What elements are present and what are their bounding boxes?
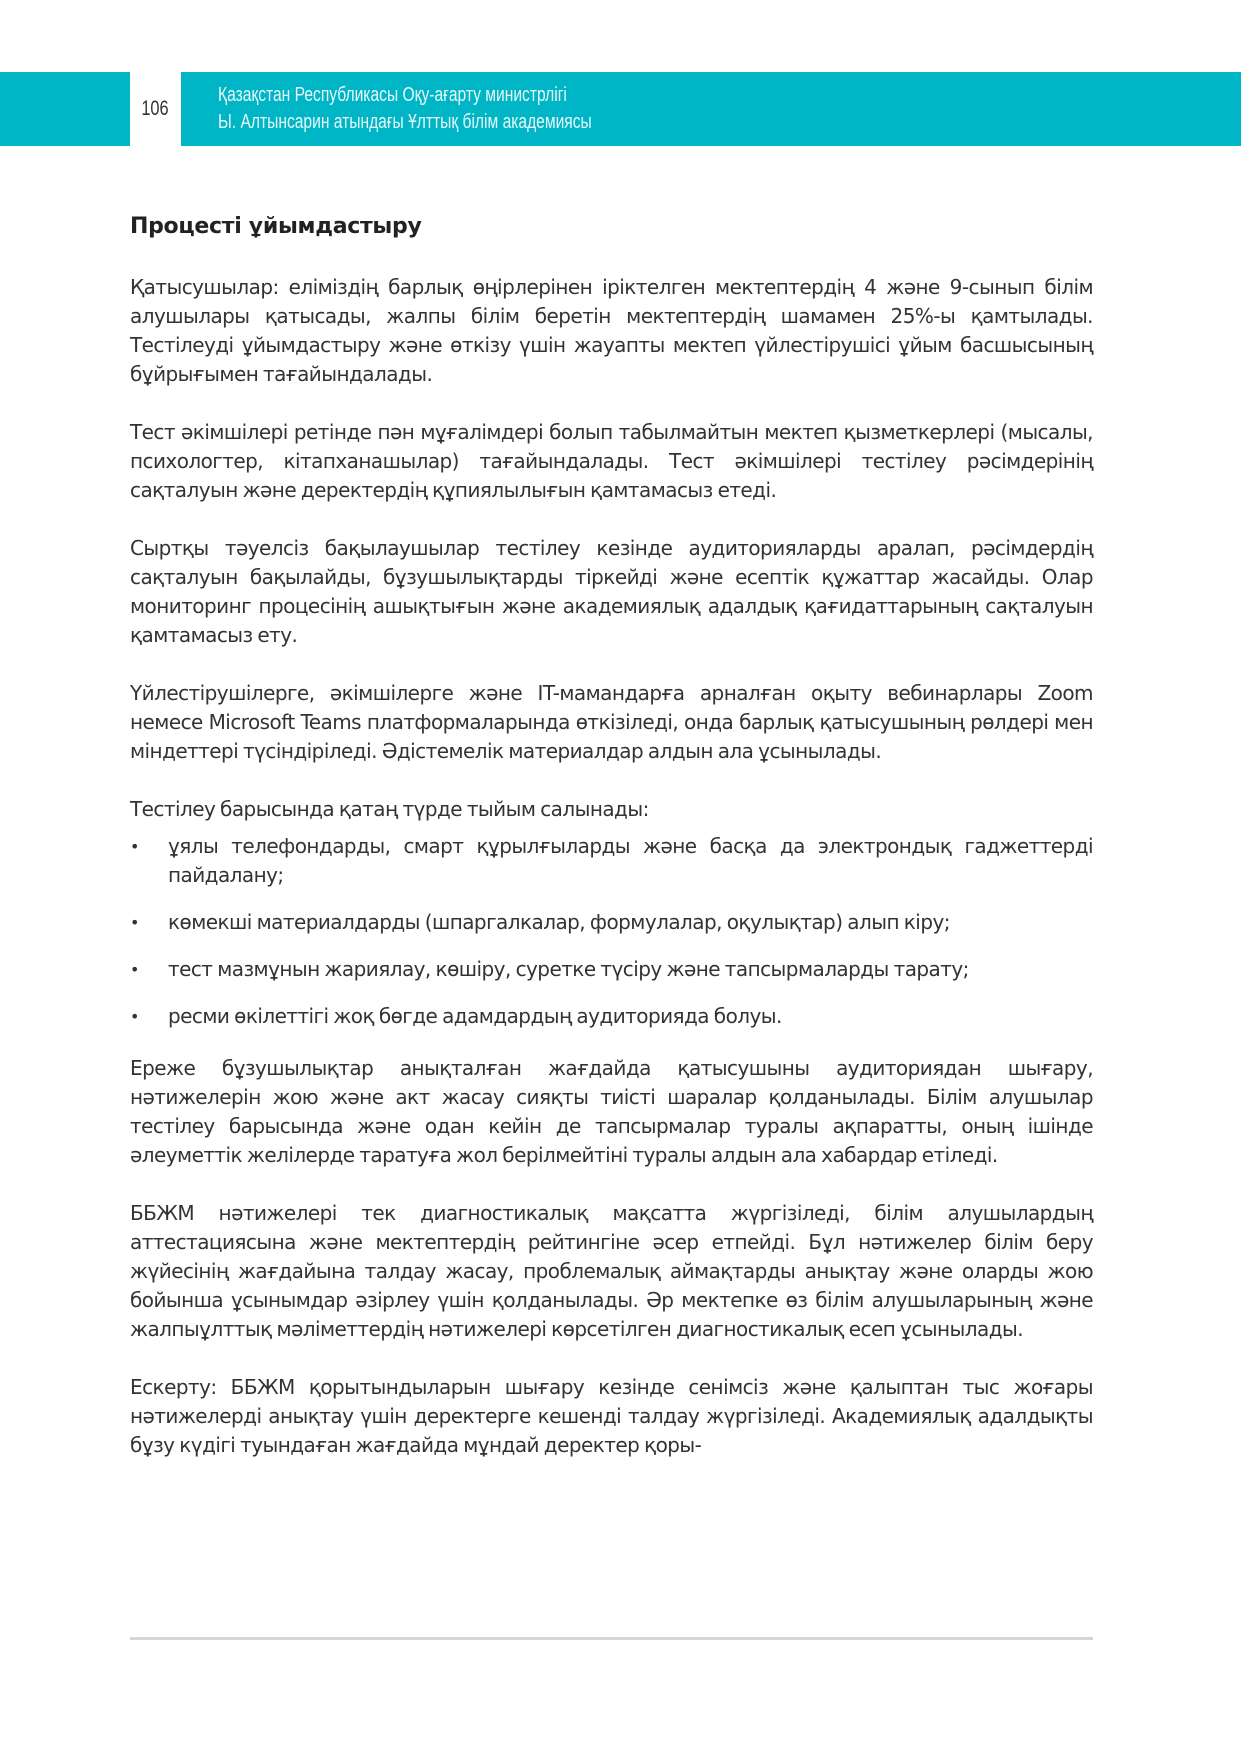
list-item-text: көмекші материалдарды (шпаргалкалар, формулалар, оқулықтар) алып кіру; [168, 910, 950, 934]
header-banner [181, 72, 1241, 146]
page-content [130, 214, 1093, 1489]
list-item-text: ресми өкілеттігі жоқ бөгде адамдардың аудиторияда болуы. [168, 1004, 782, 1028]
header-org-line-1: Қазақстан Республикасы Оқу-ағарту министрлігі [218, 84, 567, 106]
paragraph-results-purpose: ББЖМ нәтижелері тек диагностикалық мақсатта жүргізіледі, білім алушылардың аттестациясына және мектептердің рейтингіне әсер етпейді. Бұл нәтижелер білім беру жүйесінің жағдайына талдау жасау, проблемалық аймақтарды анықтау және оларды жою бойынша ұсынымдар әзірлеу үшін қолданылады. Әр мектепке өз білім алушыларының және жалпыұлттық мәліметтердің нәтижелері көрсетілген диагностикалық есеп ұсынылады. [130, 1201, 1093, 1341]
paragraph-test-administrators: Тест әкімшілері ретінде пән мұғалімдері болып табылмайтын мектеп қызметкерлері (мысалы, психологтер, кітапханашылар) тағайындалады. Тест әкімшілері тестілеу рәсімдерінің сақталуын және деректердің құпиялылығын қамтамасыз етеді. [130, 420, 1093, 502]
paragraph-violations: Ереже бұзушылықтар анықталған жағдайда қатысушыны аудиториядан шығару, нәтижелерін жою және акт жасау сияқты тиісті шаралар қолданылады. Білім алушылар тестілеу барысында және одан кейін де тапсырмалар туралы ақпаратты, оның ішінде әлеуметтік желілерде таратуға жол берілмейтіні туралы алдын ала хабардар етіледі. [130, 1056, 1093, 1167]
paragraph-webinars: Үйлестірушілерге, әкімшілерге және IT-мамандарға арналған оқыту вебинарлары Zoom немесе Microsoft Teams платформаларында өткізіледі, онда барлық қатысушының рөлдері мен міндеттері түсіндіріледі. Әдістемелік материалдар алдын ала ұсынылады. [130, 681, 1093, 763]
list-item-text: тест мазмұнын жариялау, көшіру, суретке түсіру және тапсырмаларды тарату; [168, 957, 969, 981]
list-item [130, 908, 1093, 937]
list-item [130, 1002, 1093, 1031]
list-item-text: ұялы телефондарды, смарт құрылғыларды және басқа да электрондық гаджеттерді пайдалану; [168, 834, 1093, 887]
prohibited-intro: Тестілеу барысында қатаң түрде тыйым салынады: [130, 797, 649, 821]
footer-divider [130, 1637, 1093, 1640]
bullet-icon: • [130, 913, 139, 932]
section-title: Процесті ұйымдастыру [130, 214, 422, 239]
header-org-line-2: Ы. Алтынсарин атындағы Ұлттық білім академиясы [218, 111, 592, 133]
header-accent-block [0, 72, 130, 146]
prohibited-list [130, 832, 1093, 1031]
bullet-icon: • [130, 1007, 139, 1026]
paragraph-participants: Қатысушылар: еліміздің барлық өңірлерінен іріктелген мектептердің 4 және 9-сынып білім алушылары қатысады, жалпы білім беретін мектептердің шамамен 25%-ы қамтылады. Тестілеуді ұйымдастыру және өткізу үшін жауапты мектеп үйлестірушісі ұйым басшысының бұйрығымен тағайындалады. [130, 275, 1093, 386]
paragraph-note: Ескерту: ББЖМ қорытындыларын шығару кезінде сенімсіз және қалыптан тыс жоғары нәтижелерді анықтау үшін деректерге кешенді талдау жүргізіледі. Академиялық адалдықты бұзу күдігі туындаған жағдайда мұндай деректер қоры- [130, 1375, 1093, 1457]
bullet-icon: • [130, 837, 139, 856]
bullet-icon: • [130, 960, 139, 979]
list-item [130, 955, 1093, 984]
page-number: 106 [141, 97, 169, 120]
paragraph-observers: Сыртқы тәуелсіз бақылаушылар тестілеу кезінде аудиторияларды аралап, рәсімдердің сақталуын бақылайды, бұзушылықтарды тіркейді және есептік құжаттар жасайды. Олар мониторинг процесінің ашықтығын және академиялық адалдық қағидаттарының сақталуын қамтамасыз ету. [130, 536, 1093, 647]
list-item [130, 832, 1093, 890]
